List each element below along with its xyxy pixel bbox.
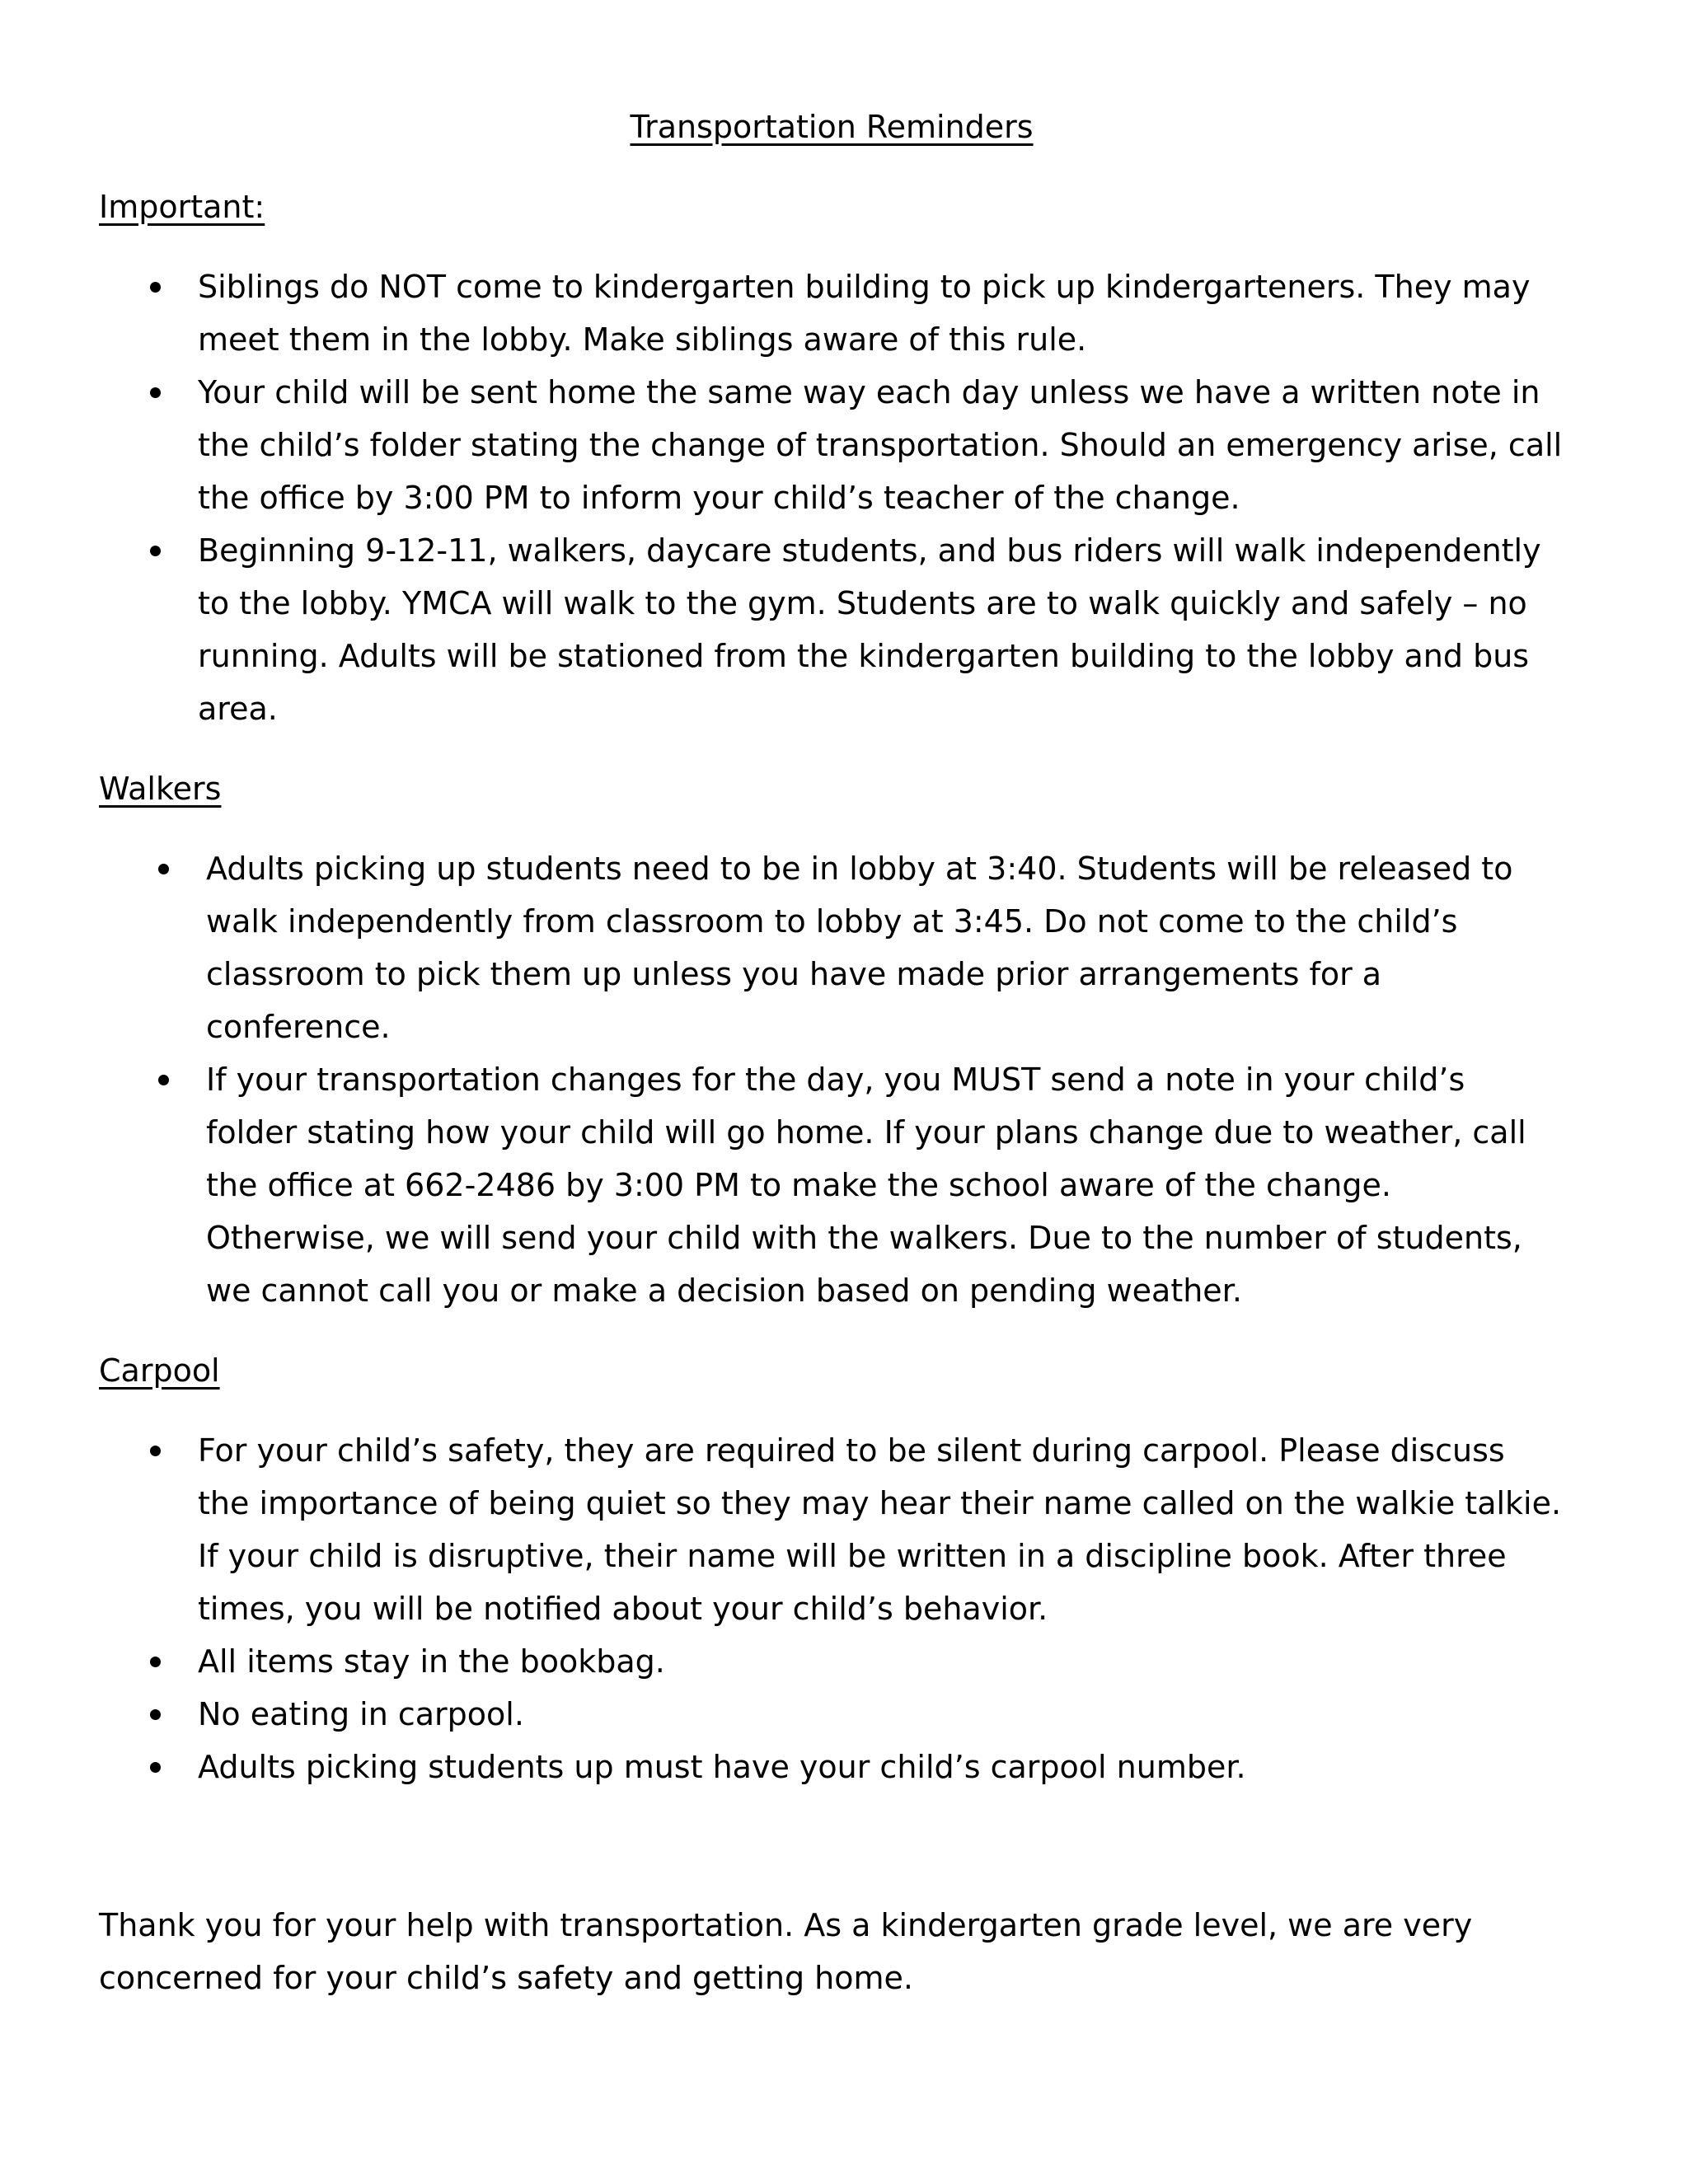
- list-item-text: Adults picking students up must have your child’s carpool number.: [198, 1749, 1246, 1785]
- list-item: [99, 1424, 1564, 1635]
- list-item: [99, 366, 1564, 524]
- list-item: [99, 1635, 1564, 1688]
- list-item-text: Beginning 9-12-11, walkers, daycare students, and bus riders will walk independently to the lobby. YMCA will walk to the gym. Students are to walk quickly and safely – no running. Adults will be stationed from the kindergarten building to the lobby and bus area.: [198, 532, 1541, 727]
- bullet-icon: [158, 1075, 169, 1085]
- closing-paragraph: Thank you for your help with transportation. As a kindergarten grade level, we are very concerned for your child’s safety and getting home.: [99, 1907, 1473, 1996]
- walkers-list: [99, 842, 1564, 1317]
- bullet-icon: [150, 1657, 161, 1667]
- bullet-icon: [150, 1446, 161, 1456]
- bullet-icon: [150, 1762, 161, 1773]
- list-item-text: For your child’s safety, they are required to be silent during carpool. Please discuss the importance of being quiet so they may hear their name called on the walkie talkie. If your child is disruptive, their name will be written in a discipline book. After three times, you will be notified about your child’s behavior.: [198, 1432, 1562, 1627]
- list-item: [99, 1741, 1564, 1793]
- list-item: [99, 260, 1564, 366]
- list-item-text: All items stay in the bookbag.: [198, 1643, 665, 1680]
- list-item: [99, 524, 1564, 735]
- bullet-icon: [158, 864, 169, 874]
- section-heading-walkers: Walkers: [99, 771, 222, 807]
- list-item: [99, 1053, 1564, 1317]
- list-item-text: Your child will be sent home the same way each day unless we have a written note in the child’s folder stating the change of transportation. Should an emergency arise, call the office by 3:00 PM to inform your child’s teacher of the change.: [198, 374, 1563, 516]
- page-title: Transportation Reminders: [630, 109, 1034, 145]
- section-heading-important: Important:: [99, 189, 265, 225]
- list-item: [99, 1688, 1564, 1741]
- list-item: [99, 842, 1564, 1053]
- bullet-icon: [150, 387, 161, 398]
- list-item-text: Adults picking up students need to be in lobby at 3:40. Students will be released to walk independently from classroom to lobby at 3:45. Do not come to the child’s classroom to pick them up unless you have made prior arrangements for a conference.: [206, 851, 1513, 1045]
- list-item-text: Siblings do NOT come to kindergarten building to pick up kindergarteners. They may meet them in the lobby. Make siblings aware of this rule.: [198, 269, 1531, 358]
- carpool-list: [99, 1424, 1564, 1793]
- bullet-icon: [150, 1709, 161, 1720]
- list-item-text: If your transportation changes for the day, you MUST send a note in your child’s folder stating how your child will go home. If your plans change due to weather, call the office at 662-2486 by 3:00 PM to make the school aware of the change. Otherwise, we will send your child with the walkers. Due to the number of students, we cannot call you or make a decision based on pending weather.: [206, 1062, 1526, 1309]
- important-list: [99, 260, 1564, 735]
- bullet-icon: [150, 282, 161, 293]
- bullet-icon: [150, 546, 161, 556]
- section-spacer: [99, 1821, 1564, 1899]
- list-item-text: No eating in carpool.: [198, 1696, 524, 1732]
- section-heading-carpool: Carpool: [99, 1352, 220, 1389]
